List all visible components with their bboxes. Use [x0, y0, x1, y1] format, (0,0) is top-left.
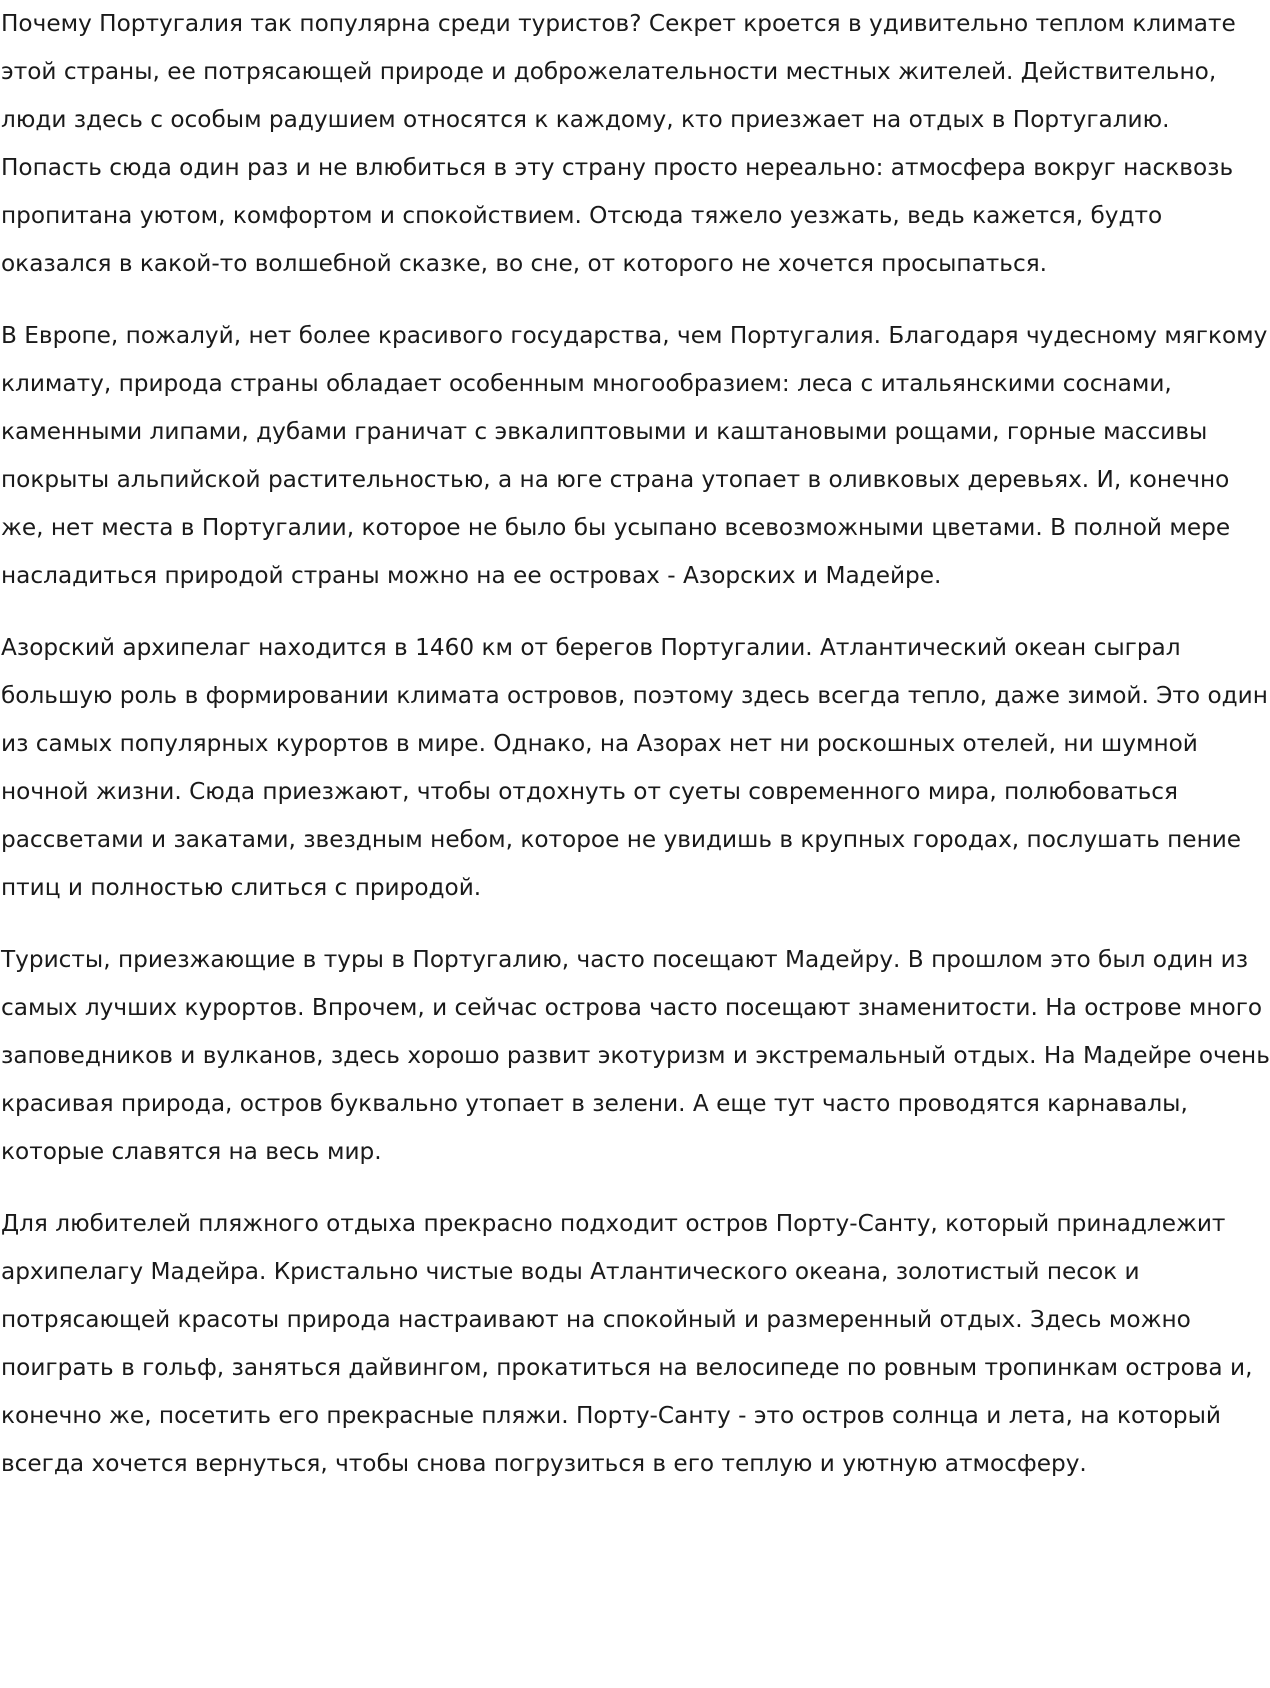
- paragraph-porto-santo: Для любителей пляжного отдыха прекрасно подходит остров Порту-Санту, который принадлежит архипелагу Мадейра. Кристально чистые воды Атлантического океана, золотистый песок и потрясающей красоты природа настраивают на спокойный и размеренный отдых. Здесь можно поиграть в гольф, заняться дайвингом, прокатиться на велосипеде по ровным тропинкам острова и, конечно же, посетить его прекрасные пляжи. Порту-Санту - это остров солнца и лета, на который всегда хочется вернуться, чтобы снова погрузиться в его теплую и уютную атмосферу.: [1, 1210, 1253, 1477]
- paragraph-intro: Почему Португалия так популярна среди туристов? Секрет кроется в удивительно теплом климате этой страны, ее потрясающей природе и доброжелательности местных жителей. Действительно, люди здесь с особым радушием относятся к каждому, кто приезжает на отдых в Португалию. Попасть сюда один раз и не влюбиться в эту страну просто нереально: атмосфера вокруг насквозь пропитана уютом, комфортом и спокойствием. Отсюда тяжело уезжать, ведь кажется, будто оказался в какой-то волшебной сказке, во сне, от которого не хочется просыпаться.: [1, 10, 1236, 277]
- paragraph-azores: Азорский архипелаг находится в 1460 км от берегов Португалии. Атлантический океан сыграл большую роль в формировании климата островов, поэтому здесь всегда тепло, даже зимой. Это один из самых популярных курортов в мире. Однако, на Азорах нет ни роскошных отелей, ни шумной ночной жизни. Сюда приезжают, чтобы отдохнуть от суеты современного мира, полюбоваться рассветами и закатами, звездным небом, которое не увидишь в крупных городах, послушать пение птиц и полностью слиться с природой.: [1, 634, 1268, 901]
- paragraph-madeira: Туристы, приезжающие в туры в Португалию, часто посещают Мадейру. В прошлом это был один из самых лучших курортов. Впрочем, и сейчас острова часто посещают знаменитости. На острове много заповедников и вулканов, здесь хорошо развит экотуризм и экстремальный отдых. На Мадейре очень красивая природа, остров буквально утопает в зелени. А еще тут часто проводятся карнавалы, которые славятся на весь мир.: [1, 946, 1270, 1165]
- paragraph-nature: В Европе, пожалуй, нет более красивого государства, чем Португалия. Благодаря чудесному мягкому климату, природа страны обладает особенным многообразием: леса с итальянскими соснами, каменными липами, дубами граничат с эвкалиптовыми и каштановыми рощами, горные массивы покрыты альпийской растительностью, а на юге страна утопает в оливковых деревьях. И, конечно же, нет места в Португалии, которое не было бы усыпано всевозможными цветами. В полной мере насладиться природой страны можно на ее островах - Азорских и Мадейре.: [1, 322, 1268, 589]
